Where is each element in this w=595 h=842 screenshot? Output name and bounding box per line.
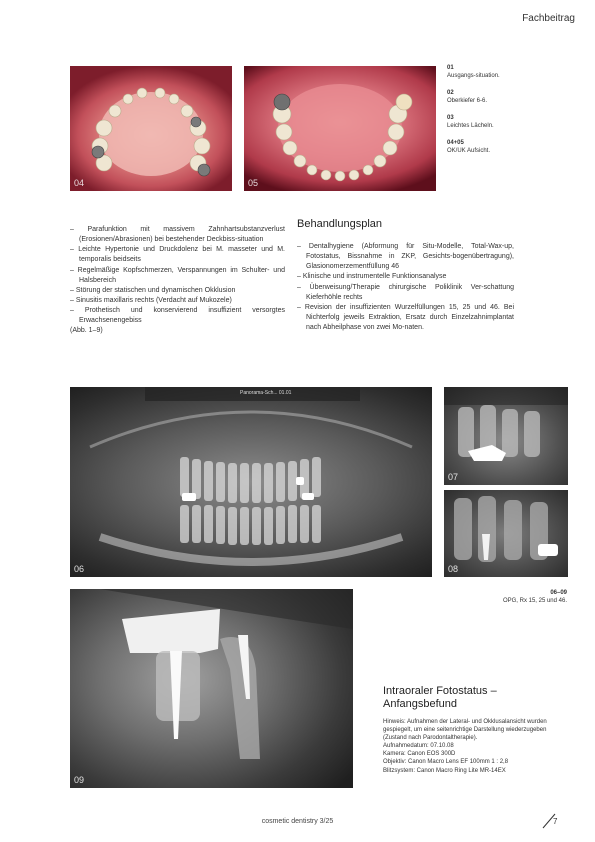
section-body (383, 718, 568, 775)
section-title: Intraoraler Fotostatus – Anfangsbefund (383, 685, 497, 710)
figure-06-xray (70, 387, 432, 577)
dental-xray-illustration (444, 490, 568, 577)
caption-id: 01 (447, 65, 454, 71)
figure-captions (447, 65, 512, 165)
dental-xray-illustration (70, 589, 353, 788)
caption-id: 02 (447, 90, 454, 96)
list-item: – Dentalhygiene (Abformung für Situ-Modelle, Total-Wax-up, Fotostatus, Bissnahme in ZKP, Gesichts-bogenübertragung), Glasionomerzementfüllung 46 (297, 243, 514, 271)
plan-heading: Behandlungsplan (297, 218, 383, 230)
meta-line: Blitzsystem: Canon Macro Ring Lite MR-14EX (383, 767, 506, 774)
dental-xray-illustration (444, 387, 568, 485)
paragraph: Hinweis: Aufnahmen der Lateral- und Okklusalansicht wurden gespiegelt, um eine seitenrichtige Darstellung wiederzugeben (Zustand nach Parodontaltherapie). (383, 719, 547, 742)
figure-number: 06 (74, 564, 85, 574)
figure-05-photo (244, 66, 436, 191)
list-item: – Sinusitis maxillaris rechts (Verdacht auf Mukozele) (70, 296, 232, 304)
lower-jaw-illustration (244, 66, 436, 191)
figure-number: 04 (74, 178, 85, 188)
list-item: – Störung der statischen und dynamischen Okklusion (70, 286, 236, 294)
meta-line: Objektiv: Canon Macro Lens EF 100mm 1 : 2,8 (383, 759, 509, 766)
caption-text: Leichtes Lächeln. (447, 122, 494, 129)
list-item: – Parafunktion mit massivem Zahnhartsubstanzverlust (Erosionen/Abrasionen) bei bestehender Deckbiss-situation (70, 226, 285, 244)
caption-text: OPG, Rx 15, 25 und 46. (502, 597, 567, 604)
figure-number: 08 (448, 564, 459, 574)
list-item: – Klinische und instrumentelle Funktionsanalyse (297, 273, 447, 281)
caption-06-09 (470, 590, 567, 606)
figure-number: 07 (448, 472, 459, 482)
figure-number: 09 (74, 775, 85, 785)
list-item: – Leichte Hypertonie und Druckdolenz bei M. masseter und M. temporalis beidseits (70, 246, 285, 264)
section-tag: Fachbeitrag (522, 13, 575, 24)
caption-id: 04+05 (447, 140, 464, 146)
caption-id: 06–09 (550, 590, 567, 596)
panoramic-xray-illustration (70, 387, 432, 577)
figure-number: 05 (248, 178, 259, 188)
caption-04-05 (447, 140, 512, 155)
figure-07-xray (444, 387, 568, 485)
figure-08-xray (444, 490, 568, 577)
list-item: – Regelmäßige Kopfschmerzen, Verspannungen im Schulter- und Halsbereich (70, 266, 285, 284)
list-item: – Überweisung/Therapie chirurgische Poliklinik Ver-schattung Kieferhöhle rechts (297, 283, 514, 301)
findings-list (70, 225, 285, 337)
figure-reference: (Abb. 1–9) (70, 327, 103, 335)
caption-01 (447, 65, 512, 80)
caption-text: OK/UK Aufsicht. (447, 147, 491, 154)
page-number: 7 (553, 817, 558, 826)
meta-line: Kamera: Canon EOS 300D (383, 751, 456, 758)
caption-03 (447, 115, 512, 130)
caption-02 (447, 90, 512, 105)
caption-text: Oberkiefer 6-6. (447, 97, 488, 104)
footer-magazine: cosmetic dentistry 3/25 (261, 818, 334, 825)
xray-label: Panorama-Sch... 01.01 (240, 390, 292, 396)
upper-jaw-illustration (70, 66, 232, 191)
figure-04-photo (70, 66, 232, 191)
list-item: – Revision der insuffizienten Wurzelfüllungen 15, 25 und 46. Bei Nichterfolg jeweils Extraktion, Ersatz durch Einzelzahnimplantat nach Abheilphase von zwei Mo-naten. (297, 303, 514, 332)
caption-id: 03 (447, 115, 454, 121)
figure-09-xray (70, 589, 353, 788)
caption-text: Ausgangs-situation. (447, 72, 500, 79)
list-item: – Prothetisch und konservierend insuffizient versorgtes Erwachsenengebiss (70, 307, 285, 325)
plan-list (297, 242, 514, 333)
meta-line: Aufnahmedatum: 07.10.08 (383, 743, 454, 750)
